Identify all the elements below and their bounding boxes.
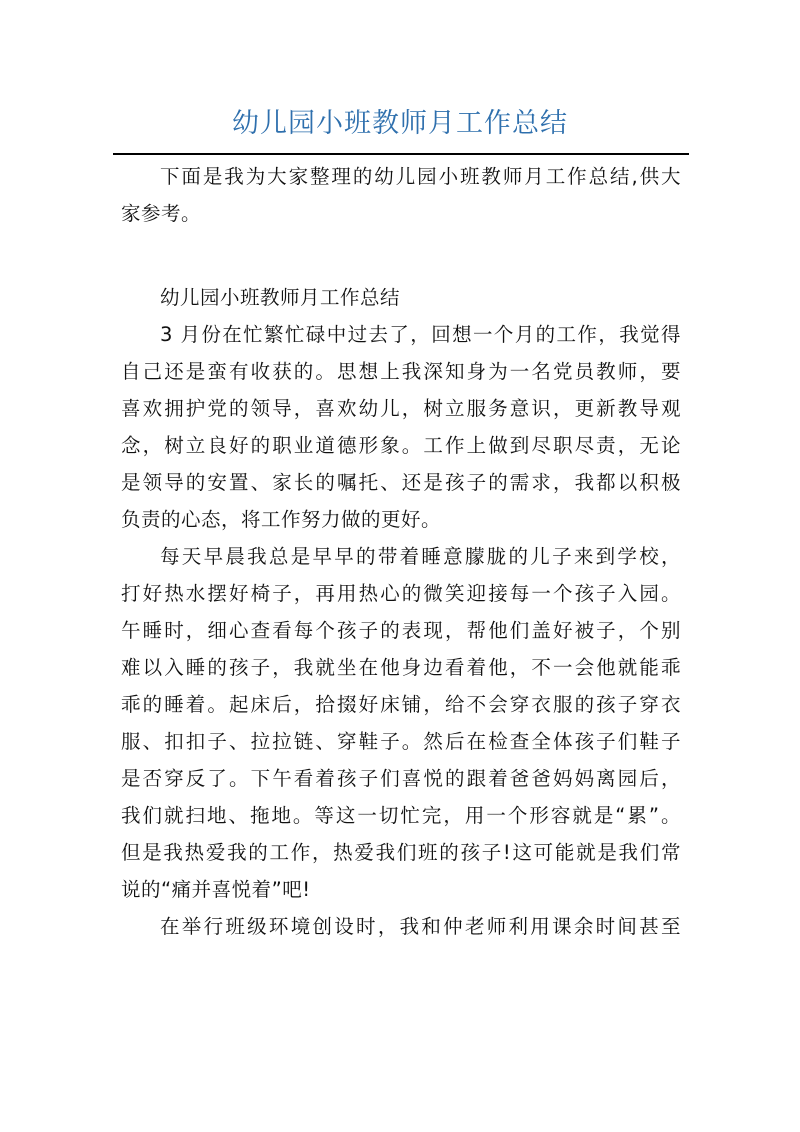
paragraph-line: 喜欢拥护党的领导，喜欢幼儿，树立服务意识，更新教导观 [121,397,681,420]
paragraph-line: 念，树立良好的职业道德形象。工作上做到尽职尽责，无论 [121,434,681,457]
paragraph-line: 服、扣扣子、拉拉链、穿鞋子。然后在检查全体孩子们鞋子 [121,730,681,753]
paragraph-line: 午睡时，细心查看每个孩子的表现，帮他们盖好被子，个别 [121,619,681,642]
intro-line: 下面是我为大家整理的幼儿园小班教师月工作总结,供大 [160,165,681,188]
paragraph-line: 乖的睡着。起床后，拾掇好床铺，给不会穿衣服的孩子穿衣 [121,693,681,716]
blank-line [121,232,681,269]
paragraph-line: 说的“痛并喜悦着”吧! [121,878,311,901]
section-heading: 幼儿园小班教师月工作总结 [160,286,401,309]
paragraph-line: 自己还是蛮有收获的。思想上我深知身为一名党员教师，要 [121,360,681,383]
paragraph-line: 每天早晨我总是早早的带着睡意朦胧的儿子来到学校， [160,545,681,568]
paragraph-line: 打好热水摆好椅子，再用热心的微笑迎接每一个孩子入园。 [121,582,681,605]
title-divider [113,153,689,155]
paragraph-line: 是否穿反了。下午看着孩子们喜悦的跟着爸爸妈妈离园后， [121,767,681,790]
document-body [121,158,681,945]
paragraph-line: 负责的心态，将工作努力做的更好。 [121,508,442,531]
intro-line: 家参考。 [121,202,202,225]
blank-gap [121,269,681,279]
document-title: 幼儿园小班教师月工作总结 [232,108,568,139]
paragraph-line: 是领导的安置、家长的嘱托、还是孩子的需求，我都以积极 [121,471,681,494]
paragraph-line: 我们就扫地、拖地。等这一切忙完，用一个形容就是“累”。 [121,804,681,827]
paragraph-line: 但是我热爱我的工作，热爱我们班的孩子!这可能就是我们常 [121,841,681,864]
paragraph-line: 难以入睡的孩子，我就坐在他身边看着他，不一会他就能乖 [121,656,681,679]
paragraph-line: 3 月份在忙繁忙碌中过去了，回想一个月的工作，我觉得 [160,323,681,346]
paragraph-line: 在举行班级环境创设时，我和仲老师利用课余时间甚至 [160,915,681,938]
